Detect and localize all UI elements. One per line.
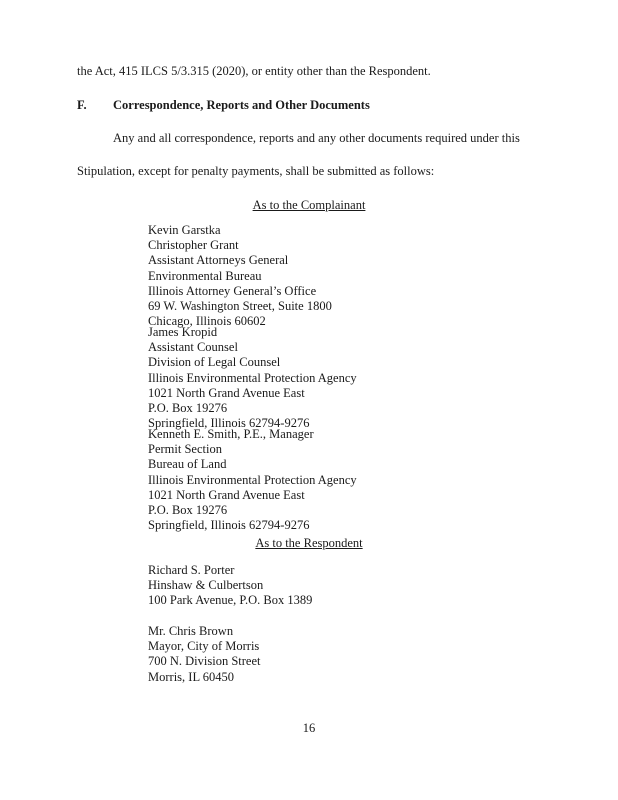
address-line: Kenneth E. Smith, P.E., Manager <box>148 427 314 441</box>
address-line: Springfield, Illinois 62794-9276 <box>148 416 310 431</box>
address-line: Richard S. Porter <box>148 563 235 577</box>
respondent-contact-block <box>148 563 312 609</box>
address-line: Christopher Grant <box>148 238 239 253</box>
address-line: Permit Section <box>148 442 222 457</box>
address-line: Environmental Bureau <box>148 268 262 283</box>
complainant-heading-text: As to the Complainant <box>252 198 366 212</box>
complainant-contact-block <box>148 325 357 431</box>
address-line: Assistant Counsel <box>148 340 238 355</box>
paragraph-continuation: the Act, 415 ILCS 5/3.315 (2020), or entity other than the Respondent. <box>77 64 431 78</box>
paragraph-line-1: Any and all correspondence, reports and any other documents required under this <box>113 131 520 145</box>
address-line: Bureau of Land <box>148 457 227 472</box>
address-line: 1021 North Grand Avenue East <box>148 487 305 502</box>
address-line: Springfield, Illinois 62794-9276 <box>148 518 310 533</box>
complainant-heading <box>0 198 618 213</box>
address-line: Kevin Garstka <box>148 223 221 237</box>
address-line: 1021 North Grand Avenue East <box>148 385 305 400</box>
address-line: Illinois Environmental Protection Agency <box>148 472 357 487</box>
respondent-heading <box>0 536 618 551</box>
address-line: Assistant Attorneys General <box>148 253 289 268</box>
address-line: Hinshaw & Culbertson <box>148 578 264 593</box>
section-letter: F. <box>77 98 87 112</box>
address-line: Division of Legal Counsel <box>148 355 281 370</box>
address-line: Mr. Chris Brown <box>148 624 234 638</box>
respondent-contact-block <box>148 624 261 685</box>
complainant-contact-block <box>148 427 357 533</box>
respondent-heading-text: As to the Respondent <box>255 536 363 550</box>
address-line: Morris, IL 60450 <box>148 669 234 684</box>
address-line: P.O. Box 19276 <box>148 503 228 518</box>
address-line: Illinois Environmental Protection Agency <box>148 370 357 385</box>
address-line: 700 N. Division Street <box>148 654 261 669</box>
address-line: Chicago, Illinois 60602 <box>148 314 266 329</box>
address-line: P.O. Box 19276 <box>148 401 228 416</box>
complainant-contact-block <box>148 223 332 329</box>
address-line: 100 Park Avenue, P.O. Box 1389 <box>148 593 313 608</box>
page-number: 16 <box>302 721 316 735</box>
address-line: Mayor, City of Morris <box>148 639 260 654</box>
paragraph-line-2: Stipulation, except for penalty payments, shall be submitted as follows: <box>77 164 435 178</box>
address-line: 69 W. Washington Street, Suite 1800 <box>148 299 332 314</box>
address-line: Illinois Attorney General’s Office <box>148 283 317 298</box>
section-title: Correspondence, Reports and Other Documents <box>113 98 370 112</box>
address-line: James Kropid <box>148 325 218 339</box>
